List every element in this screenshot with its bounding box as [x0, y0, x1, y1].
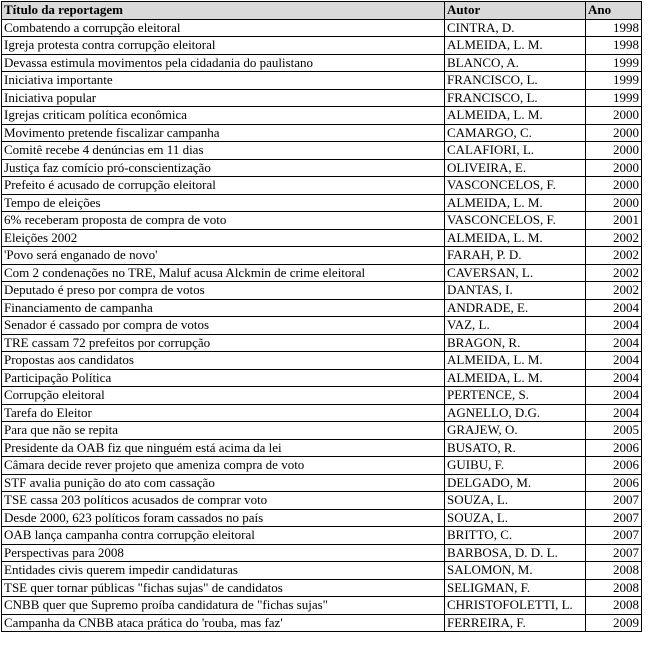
cell-title: Financiamento de campanha: [2, 299, 445, 317]
header-year: Ano: [586, 2, 642, 20]
cell-year: 2002: [586, 229, 642, 247]
cell-year: 2001: [586, 212, 642, 230]
cell-author: SOUZA, L.: [445, 492, 586, 510]
cell-year: 2000: [586, 159, 642, 177]
cell-year: 2008: [586, 597, 642, 615]
cell-title: Deputado é preso por compra de votos: [2, 282, 445, 300]
cell-title: Igrejas criticam política econômica: [2, 107, 445, 125]
table-row: [2, 89, 642, 107]
cell-title: Comitê recebe 4 denúncias em 11 dias: [2, 142, 445, 160]
cell-title: Igreja protesta contra corrupção eleitoral: [2, 37, 445, 55]
table-header: [2, 2, 642, 20]
cell-year: 2004: [586, 334, 642, 352]
cell-title: Movimento pretende fiscalizar campanha: [2, 124, 445, 142]
table-body: [2, 19, 642, 632]
cell-year: 2007: [586, 492, 642, 510]
cell-title: Presidente da OAB fiz que ninguém está acima da lei: [2, 439, 445, 457]
table-row: [2, 72, 642, 90]
cell-year: 2006: [586, 439, 642, 457]
cell-author: ALMEIDA, L. M.: [445, 352, 586, 370]
cell-author: DANTAS, I.: [445, 282, 586, 300]
cell-year: 2002: [586, 282, 642, 300]
header-title: Título da reportagem: [2, 2, 445, 20]
reports-table: [1, 1, 642, 632]
cell-title: Entidades civis querem impedir candidaturas: [2, 562, 445, 580]
cell-title: 6% receberam proposta de compra de voto: [2, 212, 445, 230]
cell-author: BRITTO, C.: [445, 527, 586, 545]
cell-author: BUSATO, R.: [445, 439, 586, 457]
cell-author: SALOMON, M.: [445, 562, 586, 580]
cell-year: 2000: [586, 194, 642, 212]
header-row: [2, 2, 642, 20]
cell-title: Justiça faz comício pró-conscientização: [2, 159, 445, 177]
table-row: [2, 54, 642, 72]
table-row: [2, 597, 642, 615]
table-row: [2, 334, 642, 352]
cell-author: FRANCISCO, L.: [445, 89, 586, 107]
cell-author: VAZ, L.: [445, 317, 586, 335]
cell-year: 2004: [586, 317, 642, 335]
cell-title: Eleições 2002: [2, 229, 445, 247]
cell-year: 2004: [586, 404, 642, 422]
cell-title: Para que não se repita: [2, 422, 445, 440]
table-row: [2, 404, 642, 422]
cell-year: 2006: [586, 474, 642, 492]
table-row: [2, 247, 642, 265]
table-row: [2, 317, 642, 335]
table-row: [2, 352, 642, 370]
cell-title: STF avalia punição do ato com cassação: [2, 474, 445, 492]
table-row: [2, 387, 642, 405]
cell-title: Iniciativa popular: [2, 89, 445, 107]
cell-title: Iniciativa importante: [2, 72, 445, 90]
table-row: [2, 142, 642, 160]
cell-title: Combatendo a corrupção eleitoral: [2, 19, 445, 37]
table-row: [2, 614, 642, 632]
table-row: [2, 562, 642, 580]
cell-author: SOUZA, L.: [445, 509, 586, 527]
cell-title: Tarefa do Eleitor: [2, 404, 445, 422]
cell-title: Câmara decide rever projeto que ameniza compra de voto: [2, 457, 445, 475]
cell-year: 2000: [586, 107, 642, 125]
cell-title: Campanha da CNBB ataca prática do 'rouba, mas faz': [2, 614, 445, 632]
cell-author: SELIGMAN, F.: [445, 579, 586, 597]
cell-year: 2000: [586, 177, 642, 195]
cell-title: Senador é cassado por compra de votos: [2, 317, 445, 335]
cell-title: TRE cassam 72 prefeitos por corrupção: [2, 334, 445, 352]
cell-author: ALMEIDA, L. M.: [445, 37, 586, 55]
cell-title: Desde 2000, 623 políticos foram cassados no país: [2, 509, 445, 527]
table-row: [2, 579, 642, 597]
cell-author: CHRISTOFOLETTI, L.: [445, 597, 586, 615]
cell-title: Devassa estimula movimentos pela cidadania do paulistano: [2, 54, 445, 72]
cell-author: VASCONCELOS, F.: [445, 212, 586, 230]
cell-author: FRANCISCO, L.: [445, 72, 586, 90]
cell-year: 2000: [586, 124, 642, 142]
table-row: [2, 107, 642, 125]
cell-author: CAMARGO, C.: [445, 124, 586, 142]
cell-year: 2007: [586, 527, 642, 545]
table-row: [2, 439, 642, 457]
cell-year: 2004: [586, 369, 642, 387]
table-row: [2, 212, 642, 230]
cell-year: 2007: [586, 544, 642, 562]
cell-author: CINTRA, D.: [445, 19, 586, 37]
cell-year: 2009: [586, 614, 642, 632]
cell-year: 2004: [586, 387, 642, 405]
table-row: [2, 509, 642, 527]
cell-year: 2000: [586, 142, 642, 160]
cell-year: 1999: [586, 72, 642, 90]
table-row: [2, 422, 642, 440]
cell-year: 1999: [586, 89, 642, 107]
cell-author: ALMEIDA, L. M.: [445, 229, 586, 247]
cell-year: 2006: [586, 457, 642, 475]
table-row: [2, 37, 642, 55]
cell-author: CAVERSAN, L.: [445, 264, 586, 282]
cell-author: GUIBU, F.: [445, 457, 586, 475]
table-row: [2, 264, 642, 282]
table-row: [2, 492, 642, 510]
cell-year: 2008: [586, 579, 642, 597]
cell-title: CNBB quer que Supremo proíba candidatura de "fichas sujas": [2, 597, 445, 615]
cell-author: GRAJEW, O.: [445, 422, 586, 440]
table-row: [2, 457, 642, 475]
cell-year: 1999: [586, 54, 642, 72]
cell-year: 2002: [586, 247, 642, 265]
cell-year: 1998: [586, 37, 642, 55]
table-row: [2, 474, 642, 492]
cell-year: 2005: [586, 422, 642, 440]
cell-author: BRAGON, R.: [445, 334, 586, 352]
cell-author: DELGADO, M.: [445, 474, 586, 492]
cell-author: PERTENCE, S.: [445, 387, 586, 405]
cell-year: 2004: [586, 352, 642, 370]
cell-title: Com 2 condenações no TRE, Maluf acusa Alckmin de crime eleitoral: [2, 264, 445, 282]
cell-title: Participação Política: [2, 369, 445, 387]
cell-author: OLIVEIRA, E.: [445, 159, 586, 177]
cell-author: ALMEIDA, L. M.: [445, 107, 586, 125]
cell-author: BLANCO, A.: [445, 54, 586, 72]
cell-title: 'Povo será enganado de novo': [2, 247, 445, 265]
cell-author: AGNELLO, D.G.: [445, 404, 586, 422]
cell-author: ALMEIDA, L. M.: [445, 194, 586, 212]
cell-title: Propostas aos candidatos: [2, 352, 445, 370]
cell-author: BARBOSA, D. D. L.: [445, 544, 586, 562]
table-row: [2, 124, 642, 142]
table-row: [2, 159, 642, 177]
cell-author: ANDRADE, E.: [445, 299, 586, 317]
table-row: [2, 369, 642, 387]
cell-year: 1998: [586, 19, 642, 37]
table-row: [2, 299, 642, 317]
table-row: [2, 194, 642, 212]
table-row: [2, 177, 642, 195]
cell-title: TSE cassa 203 políticos acusados de comprar voto: [2, 492, 445, 510]
cell-year: 2007: [586, 509, 642, 527]
cell-year: 2002: [586, 264, 642, 282]
table-row: [2, 527, 642, 545]
cell-title: Tempo de eleições: [2, 194, 445, 212]
cell-author: ALMEIDA, L. M.: [445, 369, 586, 387]
cell-year: 2004: [586, 299, 642, 317]
cell-title: OAB lança campanha contra corrupção eleitoral: [2, 527, 445, 545]
table-row: [2, 229, 642, 247]
cell-title: TSE quer tornar públicas "fichas sujas" de candidatos: [2, 579, 445, 597]
table-row: [2, 19, 642, 37]
cell-author: FERREIRA, F.: [445, 614, 586, 632]
table-row: [2, 544, 642, 562]
cell-author: CALAFIORI, L.: [445, 142, 586, 160]
cell-title: Perspectivas para 2008: [2, 544, 445, 562]
cell-author: FARAH, P. D.: [445, 247, 586, 265]
cell-author: VASCONCELOS, F.: [445, 177, 586, 195]
cell-title: Corrupção eleitoral: [2, 387, 445, 405]
cell-year: 2008: [586, 562, 642, 580]
header-author: Autor: [445, 2, 586, 20]
cell-title: Prefeito é acusado de corrupção eleitoral: [2, 177, 445, 195]
table-row: [2, 282, 642, 300]
